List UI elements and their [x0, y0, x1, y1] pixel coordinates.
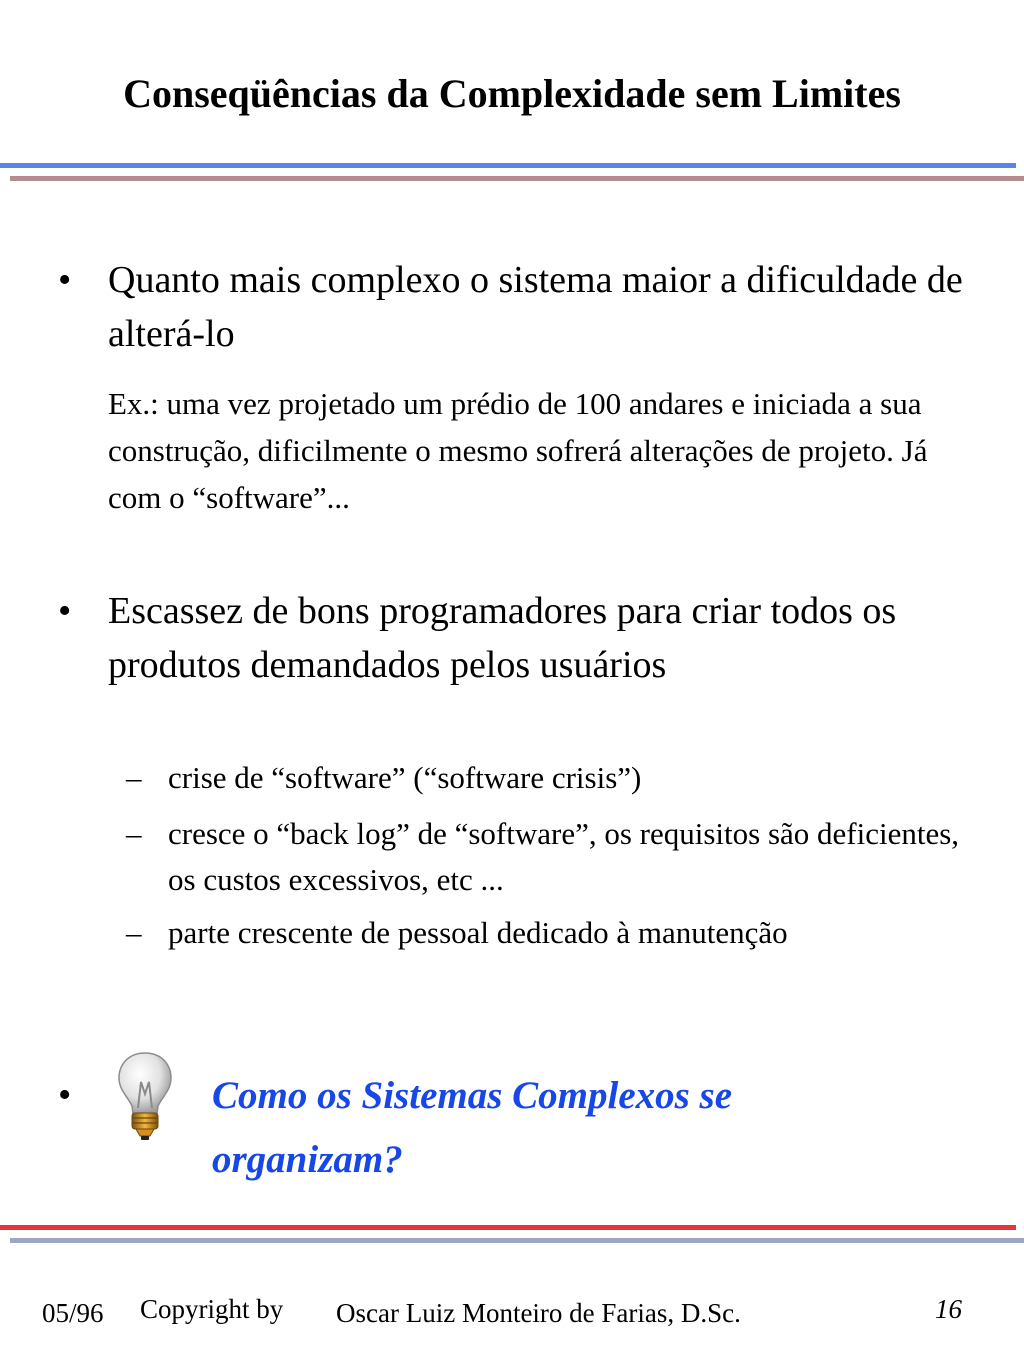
- footer-copyright: Copyright by: [140, 1294, 284, 1324]
- page-number: 16: [935, 1294, 962, 1324]
- top-rule-blue: [0, 163, 1016, 168]
- sub-bullet-text: parte crescente de pessoal dedicado à manutenção: [168, 915, 788, 950]
- bottom-rule-red: [0, 1225, 1016, 1230]
- example-note: Ex.: uma vez projetado um prédio de 100 andares e iniciada a sua construção, dificilmente o mesmo sofrerá alterações de projeto. Já com o “software”...: [108, 386, 928, 515]
- footer-date: 05/96: [42, 1298, 104, 1328]
- bullet-marker: •: [58, 590, 72, 632]
- lightbulb-icon: [114, 1050, 176, 1144]
- question-text: Como os Sistemas Complexos se organizam?: [212, 1074, 733, 1181]
- slide-title: Conseqüências da Complexidade sem Limites: [123, 71, 901, 116]
- bullet-marker: •: [58, 1074, 72, 1116]
- bottom-rule-gray: [10, 1238, 1024, 1243]
- bullet-text: Escassez de bons programadores para criar todos os produtos demandados pelos usuários: [108, 590, 897, 686]
- footer-author: Oscar Luiz Monteiro de Farias, D.Sc.: [336, 1298, 741, 1328]
- sub-bullet-marker: –: [126, 760, 142, 795]
- bullet-text: Quanto mais complexo o sistema maior a dificuldade de alterá-lo: [108, 259, 963, 355]
- sub-bullet-text: cresce o “back log” de “software”, os requisitos são deficientes, os custos excessivos, etc ...: [168, 816, 960, 897]
- sub-bullet-marker: –: [126, 816, 142, 851]
- top-rule-mauve: [10, 176, 1024, 181]
- sub-bullet-text: crise de “software” (“software crisis”): [168, 760, 642, 795]
- bullet-marker: •: [58, 259, 72, 301]
- sub-bullet-marker: –: [126, 915, 142, 950]
